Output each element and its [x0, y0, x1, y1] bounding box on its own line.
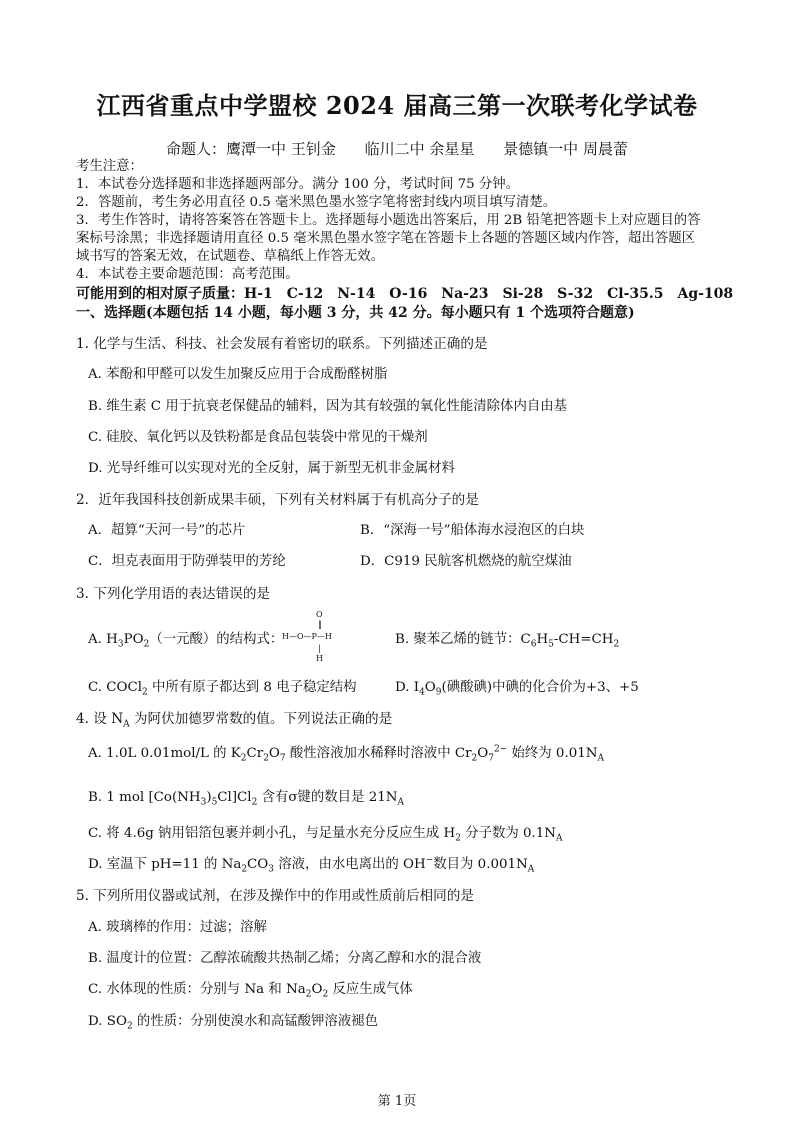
note-item: 2．答题前，考生务必用直径 0.5 毫米黑色墨水签字笔将密封线内项目填写清楚。 — [76, 195, 557, 210]
struct-main-chain: H—O—P—H — [282, 632, 332, 641]
question-4-option-d: D. 室温下 pH=11 的 $Na_2CO_3$ 溶液，由水电离出的 OH−数目为 $0.001N_A$ — [88, 855, 535, 875]
question-3-option-b: B. 聚苯乙烯的链节：$C_6H_5-CH=CH_2$ — [395, 632, 620, 650]
question-5-option-c: C. 水体现的性质：分别与 Na 和 $Na_2O_2$ 反应生成气体 — [88, 982, 413, 1000]
question-2-option-c: C．坦克表面用于防弹装甲的芳纶 — [88, 554, 286, 569]
question-3-option-d: D. $I_4O_9$(碘酸碘)中碘的化合价为+3、+5 — [395, 680, 639, 698]
struct-hydrogen: H — [316, 654, 323, 663]
question-5-option-a: A. 玻璃棒的作用：过滤；溶解 — [88, 920, 267, 935]
question-1-option-d: D. 光导纤维可以实现对光的全反射，属于新型无机非金属材料 — [88, 461, 455, 476]
question-5-option-b: B. 温度计的位置：乙醇浓硫酸共热制乙烯；分离乙醇和水的混合液 — [88, 951, 482, 966]
question-1-option-c: C. 硅胶、氧化钙以及铁粉都是食品包装袋中常见的干燥剂 — [88, 430, 428, 445]
question-2-option-d: D．C919 民航客机燃烧的航空煤油 — [360, 554, 572, 569]
struct-single-bond: | — [318, 644, 321, 653]
section-heading: 一、选择题(本题包括 14 小题，每小题 3 分，共 42 分。每小题只有 1 个选项符合题意) — [76, 305, 635, 321]
question-1-option-b: B. 维生素 C 用于抗衰老保健品的辅料，因为其有较强的氧化性能清除体内自由基 — [88, 399, 568, 414]
atomic-mass-line: 可能用到的相对原子质量：H-1 C-12 N-14 O-16 Na-23 Si-28 S-32 Cl-35.5 Ag-108 — [76, 286, 734, 302]
question-4-option-c: C. 将 4.6g 钠用铝箔包裹并刺小孔，与足量水充分反应生成 $H_2$ 分子数为 $0.1N_A$ — [88, 826, 563, 844]
structural-formula — [270, 610, 360, 670]
struct-oxygen: O — [316, 610, 323, 619]
question-2-option-a: A．超算“天河一号”的芯片 — [88, 523, 246, 538]
question-2-option-b: B．“深海一号”船体海水浸泡区的白块 — [360, 523, 585, 538]
question-3-option-c: C. COCl$_2$ 中所有原子都达到 8 电子稳定结构 — [88, 680, 357, 698]
question-4-option-a: A. 1.0L 0.01mol/L 的 $K_2Cr_2O_7$ 酸性溶液加水稀释时溶液中 $Cr_2O_7^{2-}$ 始终为 $0.01N_A$ — [88, 744, 604, 764]
question-5-option-d: D. $SO_2$ 的性质：分别使溴水和高锰酸钾溶液褪色 — [88, 1014, 378, 1032]
page-title: 江西省重点中学盟校 2024 届高三第一次联考化学试卷 — [96, 91, 698, 120]
note-item: 案标号涂黑；非选择题请用直径 0.5 毫米黑色墨水签字笔在答题卡上各题的答题区域内作答，超出答题区 — [76, 231, 695, 246]
question-4-option-b: B. 1 mol $[Co(NH_3)_5Cl]Cl_2$ 含有σ键的数目是 $21N_A$ — [88, 790, 404, 808]
note-item: 域书写的答案无效，在试题卷、草稿纸上作答无效。 — [76, 249, 384, 264]
question-1-stem: 1. 化学与生活、科技、社会发展有着密切的联系。下列描述正确的是 — [76, 336, 488, 352]
author-2: 临川二中 余星星 — [364, 140, 475, 158]
author-1: 命题人：鹰潭一中 王钊金 — [166, 140, 336, 158]
authors-line — [0, 138, 794, 159]
note-item: 4．本试卷主要命题范围：高考范围。 — [76, 267, 299, 282]
author-3: 景德镇一中 周晨蕾 — [503, 140, 628, 158]
struct-double-bond: ‖ — [318, 620, 322, 629]
question-5-stem: 5. 下列所用仪器或试剂，在涉及操作中的作用或性质前后相同的是 — [76, 888, 474, 904]
notes-heading: 考生注意： — [76, 159, 143, 174]
question-3-stem: 3. 下列化学用语的表达错误的是 — [76, 586, 271, 602]
question-3-option-a: A. $H_3PO_2$（一元酸）的结构式： — [88, 632, 284, 650]
page-number: 第 1页 — [377, 1094, 417, 1109]
question-1-option-a: A. 苯酚和甲醛可以发生加聚反应用于合成酚醛树脂 — [88, 367, 388, 382]
question-4-stem: 4. 设 $N_A$ 为阿伏加德罗常数的值。下列说法正确的是 — [76, 711, 393, 730]
question-2-stem: 2．近年我国科技创新成果丰硕，下列有关材料属于有机高分子的是 — [76, 492, 479, 508]
note-item: 1．本试卷分选择题和非选择题两部分。满分 100 分，考试时间 75 分钟。 — [76, 177, 520, 192]
note-item: 3．考生作答时，请将答案答在答题卡上。选择题每小题选出答案后，用 2B 铅笔把答题卡上对应题目的答 — [76, 213, 701, 228]
